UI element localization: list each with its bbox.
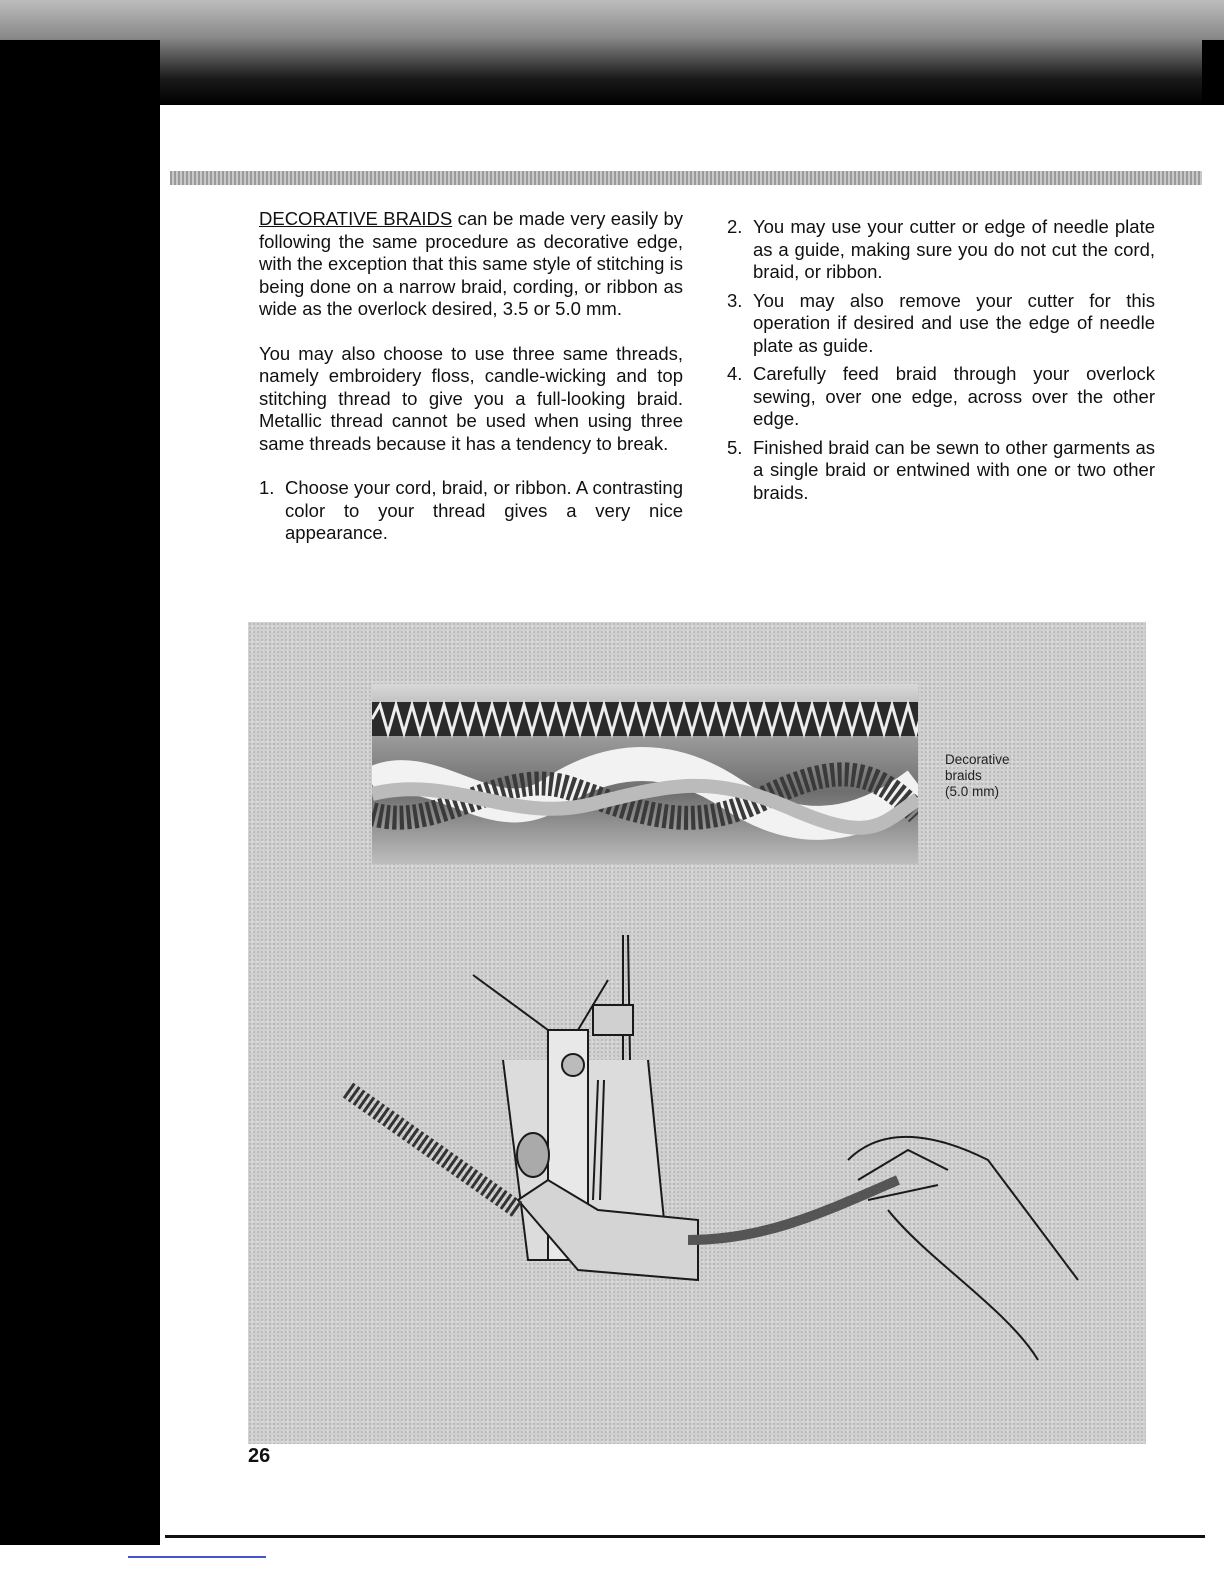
braid-pattern: [372, 684, 918, 864]
figure-caption: [945, 752, 1055, 800]
scan-marker-line: [128, 1556, 266, 1558]
scan-border-left: [0, 40, 160, 1545]
step-number: 4.: [727, 363, 743, 384]
step-item: [727, 290, 1155, 358]
section-heading: DECORATIVE BRAIDS: [259, 208, 453, 229]
thread-line: [628, 935, 630, 1060]
page-number: 26: [248, 1445, 271, 1467]
step-number: 3.: [727, 289, 743, 311]
intro-paragraph: [259, 208, 683, 321]
steps-list-left: [259, 477, 683, 545]
steps-list-right: [727, 216, 1155, 504]
step-text: Choose your cord, braid, or ribbon. A contrasting color to your thread gives a very nice appearance.: [285, 477, 683, 543]
step-item: [259, 477, 683, 545]
header-rule: [170, 171, 1202, 185]
step-text: You may use your cutter or edge of needle plate as a guide, making sure you do not cut the cord, braid, or ribbon.: [753, 216, 1155, 282]
machine-guide-lines: [473, 975, 608, 1030]
caption-line: Decorative: [945, 752, 1010, 767]
finished-braid: [348, 1090, 518, 1210]
step-number: 1.: [259, 477, 275, 498]
step-text: You may also remove your cutter for this operation if desired and use the edge of needle plate as guide.: [753, 289, 1155, 356]
step-item: [727, 363, 1155, 431]
bottom-rule: [165, 1535, 1205, 1538]
right-column: [727, 216, 1155, 510]
intro-text: can be made very easily by following the same procedure as decorative edge, with the exception that this same style of stitching is being done on a narrow braid, cording, or ribbon as wide as the overlock desired, 3.5 or 5.0 mm.: [259, 208, 683, 319]
step-item: [727, 216, 1155, 284]
step-number: 2.: [727, 216, 743, 237]
scan-border-top: [0, 0, 1224, 105]
set-screw: [562, 1054, 584, 1076]
braid-photo: [372, 684, 918, 864]
step-text: Finished braid can be sewn to other garments as a single braid or entwined with one or two other braids.: [753, 436, 1155, 503]
scan-border-right: [1202, 40, 1224, 105]
thread-guide: [593, 1005, 633, 1035]
hand-outline: [848, 1137, 1078, 1360]
tension-knob: [517, 1133, 549, 1177]
threads-paragraph: You may also choose to use three same threads, namely embroidery floss, candle-wicking and top stitching thread to give you a full-looking braid. Metallic thread cannot be used when using three same threads because it has a tendency to break.: [259, 342, 683, 454]
left-column: [259, 208, 683, 551]
step-item: [727, 437, 1155, 505]
step-text: Carefully feed braid through your overlock sewing, over one edge, across over the other edge.: [753, 363, 1155, 429]
ribbon: [688, 1180, 898, 1240]
step-number: 5.: [727, 436, 743, 458]
caption-line: (5.0 mm): [945, 784, 999, 799]
caption-line: braids: [945, 768, 982, 783]
sewing-machine-drawing: [248, 880, 1146, 1440]
